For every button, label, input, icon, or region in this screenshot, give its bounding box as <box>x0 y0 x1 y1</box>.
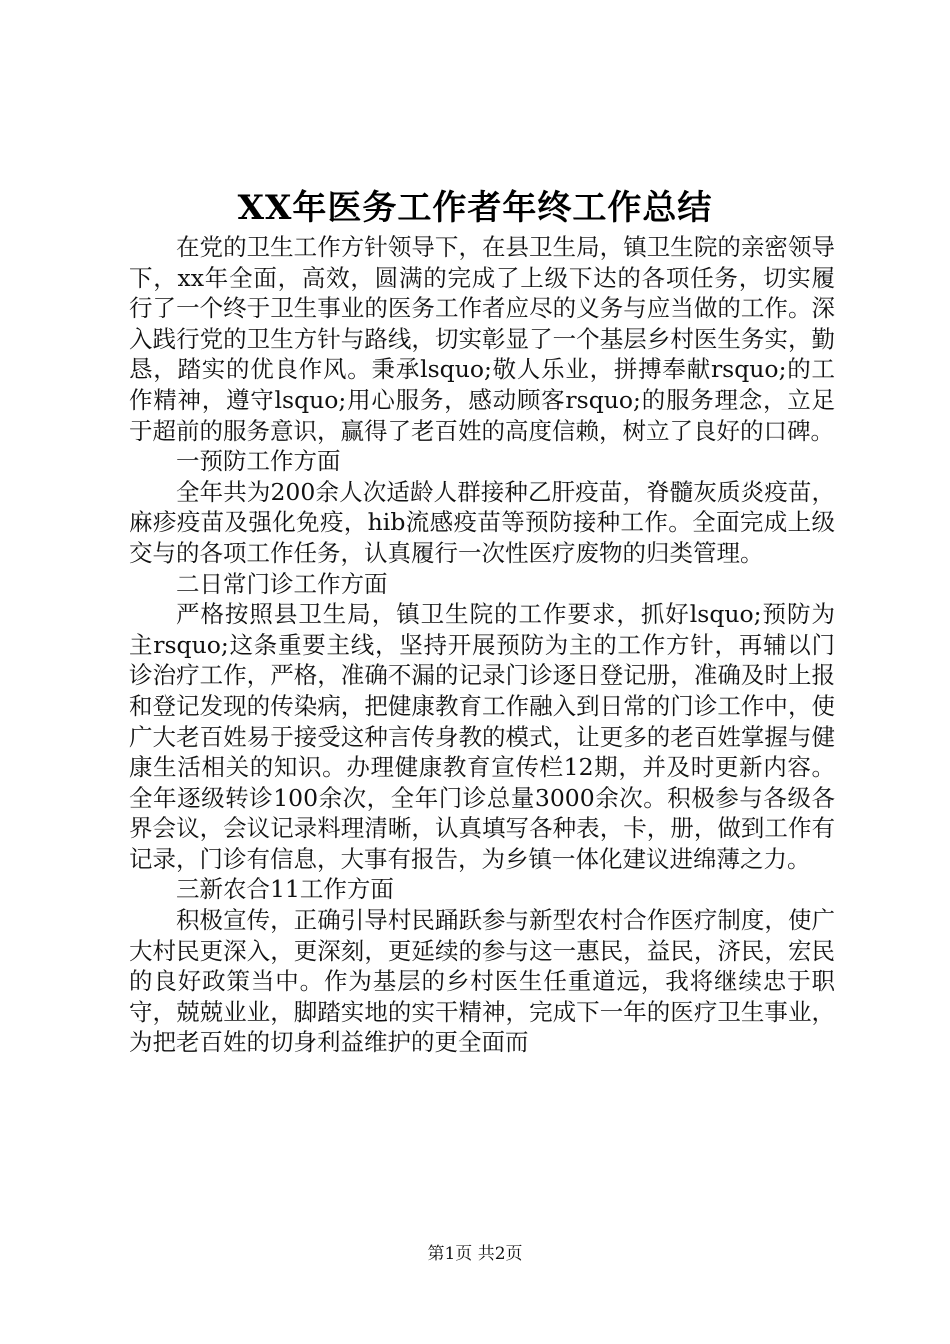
paragraph-intro: 在党的卫生工作方针领导下，在县卫生局，镇卫生院的亲密领导下，xx年全面，高效，圆满的完成了上级下达的各项任务，切实履行了一个终于卫生事业的医务工作者应尽的义务与应当做的工作。深入践行党的卫生方针与路线，切实彰显了一个基层乡村医生务实，勤恳，踏实的优良作风。秉承lsquo;敬人乐业，拼搏奉献rsquo;的工作精神，遵守lsquo;用心服务，感动顾客rsquo;的服务理念，立足于超前的服务意识，赢得了老百姓的高度信赖，树立了良好的口碑。 <box>129 233 835 445</box>
document-body <box>129 232 835 1058</box>
section-heading-outpatient: 二日常门诊工作方面 <box>176 569 388 598</box>
paragraph-prevention: 全年共为200余人次适龄人群接种乙肝疫苗，脊髓灰质炎疫苗，麻疹疫苗及强化免疫，hib流感疫苗等预防接种工作。全面完成上级交与的各项工作任务，认真履行一次性医疗废物的归类管理。 <box>129 477 835 567</box>
section-heading-rural-cooperative: 三新农合11工作方面 <box>176 875 394 904</box>
page-number-footer: 第1页 共2页 <box>427 1244 523 1264</box>
document-title: XX年医务工作者年终工作总结 <box>237 188 713 228</box>
paragraph-rural-cooperative: 积极宣传，正确引导村民踊跃参与新型农村合作医疗制度，使广大村民更深入，更深刻，更延续的参与这一惠民，益民，济民，宏民的良好政策当中。作为基层的乡村医生任重道远，我将继续忠于职守，兢兢业业，脚踏实地的实干精神，完成下一年的医疗卫生事业，为把老百姓的切身利益维护的更全面而 <box>129 906 835 1057</box>
paragraph-outpatient: 严格按照县卫生局，镇卫生院的工作要求，抓好lsquo;预防为主rsquo;这条重要主线，坚持开展预防为主的工作方针，再辅以门诊治疗工作，严格，准确不漏的记录门诊逐日登记册，准确及时上报和登记发现的传染病，把健康教育工作融入到日常的门诊工作中，使广大老百姓易于接受这种言传身教的模式，让更多的老百姓掌握与健康生活相关的知识。办理健康教育宣传栏12期，并及时更新内容。全年逐级转诊100余次，全年门诊总量3000余次。积极参与各级各界会议，会议记录料理清晰，认真填写各种表，卡，册，做到工作有记录，门诊有信息，大事有报告，为乡镇一体化建议进绵薄之力。 <box>129 600 835 873</box>
section-heading-prevention: 一预防工作方面 <box>176 447 341 476</box>
